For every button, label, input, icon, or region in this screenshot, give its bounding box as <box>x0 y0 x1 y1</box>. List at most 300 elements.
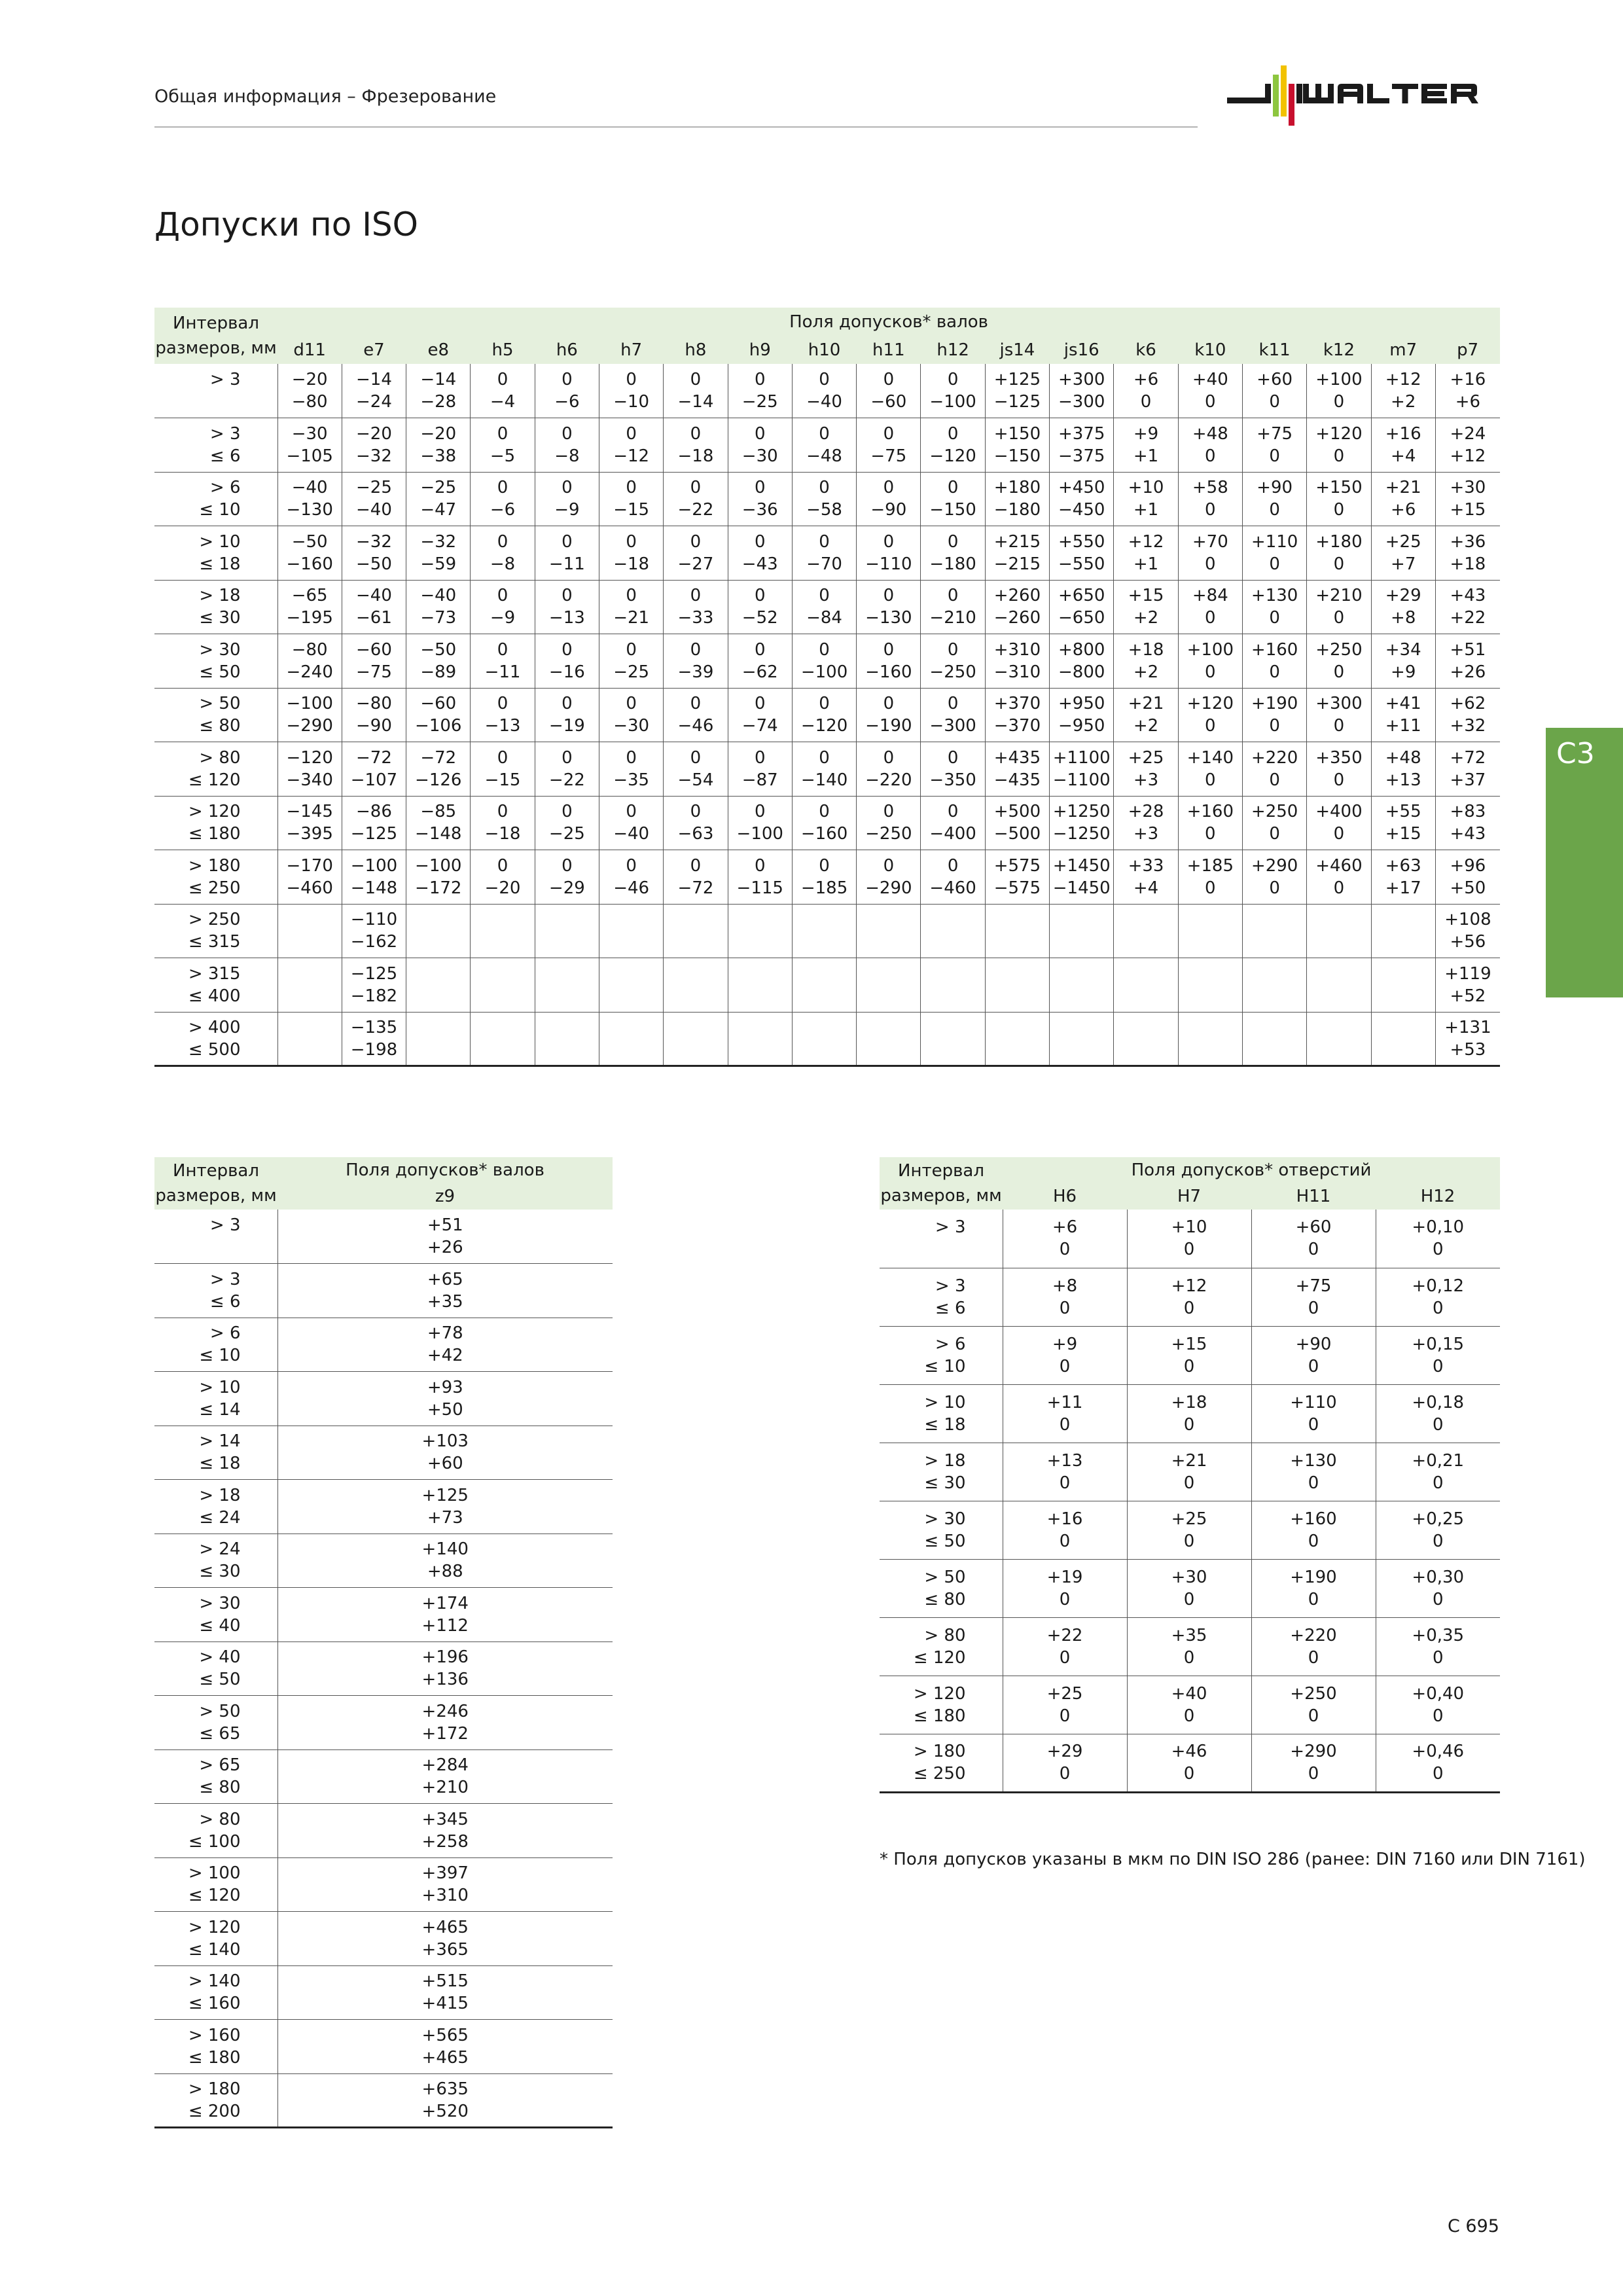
upper-deviation: 0 <box>562 639 573 660</box>
interval-upper: ≤ 50 <box>199 1670 241 1690</box>
table-row <box>154 688 1500 742</box>
tolerance-cell <box>342 796 406 850</box>
lower-deviation: 0 <box>1433 1531 1444 1551</box>
upper-deviation: 0 <box>690 855 702 876</box>
upper-deviation: −80 <box>356 694 392 714</box>
upper-deviation: +93 <box>427 1377 463 1397</box>
lower-deviation <box>406 985 470 1007</box>
upper-deviation: 0 <box>754 639 766 660</box>
tolerance-cell <box>277 1264 613 1318</box>
upper-deviation: +635 <box>421 2079 469 2099</box>
lower-deviation: 0 <box>1183 1240 1195 1260</box>
tolerance-cell <box>599 580 664 634</box>
upper-deviation: +0,10 <box>1412 1217 1465 1238</box>
upper-deviation: +435 <box>993 747 1041 768</box>
tolerance-cell <box>1371 904 1435 958</box>
lower-deviation: 0 <box>1308 1414 1319 1435</box>
lower-deviation: 0 <box>1205 446 1216 466</box>
tolerance-cell <box>599 364 664 418</box>
lower-deviation: −43 <box>741 554 778 574</box>
tolerance-cell <box>277 2073 613 2128</box>
interval-upper: ≤ 30 <box>199 608 241 628</box>
header-divider <box>154 126 1198 128</box>
upper-deviation: +130 <box>1290 1450 1337 1471</box>
interval-lower: > 18 <box>199 586 241 606</box>
upper-deviation: −125 <box>350 963 398 984</box>
upper-deviation: +125 <box>421 1485 469 1505</box>
upper-deviation: 0 <box>626 802 637 822</box>
tolerance-cell <box>1242 472 1306 526</box>
lower-deviation: −59 <box>420 554 457 574</box>
table-row <box>154 472 1500 526</box>
lower-deviation: −290 <box>865 878 912 898</box>
lower-deviation: +15 <box>1385 824 1421 844</box>
lower-deviation: −162 <box>350 932 398 952</box>
lower-deviation: +35 <box>427 1291 463 1312</box>
interval-header: Интервал размеров, мм <box>154 1157 277 1210</box>
upper-deviation: 0 <box>497 802 508 822</box>
lower-deviation: +1 <box>1133 554 1159 574</box>
tolerance-cell <box>1114 418 1178 473</box>
lower-deviation: −12 <box>613 446 650 466</box>
lower-deviation: −14 <box>677 392 714 412</box>
tolerance-cell <box>1178 904 1242 958</box>
tolerance-group-header: Поля допусков* отверстий <box>1003 1157 1500 1183</box>
interval-upper: ≤ 120 <box>188 1886 241 1906</box>
tolerance-cell <box>1050 904 1114 958</box>
lower-deviation: 0 <box>1433 1589 1444 1609</box>
upper-deviation <box>857 1016 920 1039</box>
lower-deviation <box>664 985 727 1007</box>
upper-deviation: 0 <box>754 747 766 768</box>
table-header-row <box>880 1157 1500 1183</box>
upper-deviation: +25 <box>1385 531 1421 552</box>
table-row <box>880 1734 1500 1792</box>
upper-deviation: +40 <box>1171 1683 1207 1704</box>
upper-deviation: +70 <box>1192 531 1228 552</box>
tolerance-cell <box>985 472 1049 526</box>
tolerance-cell <box>1435 418 1500 473</box>
lower-deviation: 0 <box>1433 1764 1444 1784</box>
upper-deviation: +60 <box>1257 370 1293 389</box>
lower-deviation: −105 <box>286 446 333 466</box>
tolerance-cell <box>728 526 792 581</box>
column-header-js16: js16 <box>1050 336 1114 364</box>
lower-deviation: 0 <box>1183 1414 1195 1435</box>
lower-deviation: −33 <box>677 608 714 628</box>
lower-deviation <box>535 931 599 953</box>
upper-deviation: 0 <box>626 639 637 660</box>
tolerance-cell <box>1435 1012 1500 1066</box>
lower-deviation: −300 <box>1058 392 1105 412</box>
tolerance-cell <box>471 688 535 742</box>
lower-deviation: +26 <box>1450 662 1486 682</box>
interval-cell <box>154 580 277 634</box>
upper-deviation: +345 <box>421 1809 469 1829</box>
tolerance-cell <box>277 1641 613 1696</box>
upper-deviation: −120 <box>286 747 333 768</box>
tolerance-cell <box>985 364 1049 418</box>
lower-deviation: −130 <box>286 500 333 520</box>
tolerance-cell <box>1435 634 1500 689</box>
tolerance-cell <box>535 958 599 1013</box>
lower-deviation: +13 <box>1385 770 1421 790</box>
tolerance-cell <box>406 850 471 905</box>
lower-deviation <box>1307 1039 1370 1061</box>
lower-deviation: −27 <box>677 554 714 574</box>
table-row <box>154 1264 613 1318</box>
interval-upper: ≤ 50 <box>924 1531 966 1551</box>
lower-deviation: −60 <box>870 392 907 412</box>
interval-upper: ≤ 250 <box>913 1764 966 1784</box>
lower-deviation: +15 <box>1450 500 1486 520</box>
upper-deviation: −30 <box>291 423 328 444</box>
interval-upper: ≤ 180 <box>188 2047 241 2068</box>
tolerance-cell <box>342 958 406 1013</box>
upper-deviation: +30 <box>1450 478 1486 498</box>
tolerance-cell <box>1435 796 1500 850</box>
interval-lower: > 3 <box>209 1215 241 1235</box>
tolerance-cell <box>277 1426 613 1480</box>
upper-deviation <box>278 1016 342 1039</box>
table-row <box>880 1210 1500 1268</box>
tolerance-cell <box>792 472 856 526</box>
upper-deviation: 0 <box>819 531 830 552</box>
upper-deviation: +19 <box>1046 1567 1083 1587</box>
interval-cell <box>880 1559 1003 1617</box>
upper-deviation: 0 <box>819 423 830 444</box>
upper-deviation <box>728 908 792 931</box>
tolerance-cell <box>921 796 985 850</box>
tolerance-cell <box>406 1012 471 1066</box>
lower-deviation <box>406 1039 470 1061</box>
table-row <box>154 1534 613 1588</box>
tolerance-cell <box>664 580 728 634</box>
lower-deviation: −25 <box>613 662 650 682</box>
interval-lower: > 120 <box>188 1917 241 1937</box>
interval-lower: > 50 <box>924 1567 966 1587</box>
lower-deviation: −84 <box>806 608 842 628</box>
tolerance-cell <box>985 418 1049 473</box>
interval-upper: ≤ 400 <box>188 986 241 1006</box>
interval-upper: ≤ 30 <box>199 1562 241 1582</box>
upper-deviation: +0,15 <box>1412 1334 1465 1354</box>
lower-deviation: −650 <box>1058 608 1105 628</box>
table-row <box>880 1268 1500 1326</box>
tolerance-cell <box>406 742 471 797</box>
tolerance-cell <box>921 526 985 581</box>
lower-deviation: 0 <box>1059 1589 1071 1609</box>
upper-deviation: +950 <box>1058 694 1105 714</box>
lower-deviation <box>1372 1039 1435 1061</box>
lower-deviation <box>1114 931 1177 953</box>
interval-upper: ≤ 120 <box>913 1647 966 1668</box>
upper-deviation: +63 <box>1385 855 1421 876</box>
interval-lower: > 24 <box>199 1539 241 1560</box>
upper-deviation <box>986 908 1049 931</box>
tolerance-cell <box>277 904 342 958</box>
interval-lower: > 30 <box>924 1509 966 1529</box>
interval-upper: ≤ 180 <box>913 1706 966 1726</box>
interval-cell <box>880 1268 1003 1326</box>
lower-deviation: −18 <box>677 446 714 466</box>
tolerance-cell <box>985 688 1049 742</box>
interval-header: Интервал размеров, мм <box>154 308 277 364</box>
tolerance-cell <box>664 526 728 581</box>
lower-deviation: 0 <box>1205 608 1216 628</box>
upper-deviation: +375 <box>1058 423 1105 444</box>
tolerance-cell <box>1376 1443 1500 1501</box>
upper-deviation: +60 <box>1295 1217 1332 1238</box>
upper-deviation: −170 <box>286 855 333 876</box>
upper-deviation: +130 <box>1251 586 1298 606</box>
interval-lower: > 30 <box>199 639 241 660</box>
lower-deviation: −30 <box>613 716 650 736</box>
interval-lower: > 10 <box>924 1392 966 1412</box>
tolerance-cell <box>1435 526 1500 581</box>
upper-deviation: 0 <box>947 694 959 714</box>
tolerance-cell <box>1050 472 1114 526</box>
lower-deviation: 0 <box>1333 662 1345 682</box>
lower-deviation: −24 <box>356 392 392 412</box>
upper-deviation: 0 <box>883 370 895 389</box>
column-header-z9: z9 <box>277 1183 613 1210</box>
upper-deviation: +0,12 <box>1412 1276 1465 1296</box>
lower-deviation: +52 <box>1450 986 1486 1006</box>
lower-deviation: 0 <box>1059 1531 1071 1551</box>
interval-lower: > 80 <box>199 1809 241 1829</box>
tolerance-cell <box>1371 364 1435 418</box>
lower-deviation: −52 <box>741 608 778 628</box>
interval-cell <box>154 526 277 581</box>
lower-deviation: −460 <box>286 878 333 898</box>
upper-deviation: +284 <box>421 1755 469 1776</box>
upper-deviation <box>406 908 470 931</box>
lower-deviation: −160 <box>286 554 333 574</box>
upper-deviation: +190 <box>1251 694 1298 714</box>
column-header-h7: H7 <box>1127 1183 1251 1210</box>
upper-deviation: +16 <box>1450 370 1486 389</box>
upper-deviation: +9 <box>1133 423 1159 444</box>
tolerance-cell <box>1050 958 1114 1013</box>
upper-deviation: 0 <box>819 855 830 876</box>
tolerance-cell <box>1114 472 1178 526</box>
footnote: * Поля допусков указаны в мкм по DIN ISO 286 (ранее: DIN 7160 или DIN 7161) <box>880 1850 1586 1869</box>
tolerance-cell <box>1307 958 1371 1013</box>
column-header-e8: e8 <box>406 336 471 364</box>
lower-deviation: −140 <box>800 770 848 790</box>
interval-cell <box>154 688 277 742</box>
lower-deviation: −100 <box>800 662 848 682</box>
lower-deviation: +310 <box>421 1886 469 1906</box>
lower-deviation: −25 <box>548 824 585 844</box>
upper-deviation <box>664 1016 727 1039</box>
interval-cell <box>154 1641 277 1696</box>
column-header-p7: p7 <box>1435 336 1500 364</box>
upper-deviation: 0 <box>754 855 766 876</box>
interval-upper: ≤ 500 <box>188 1039 241 1060</box>
tolerance-cell <box>1242 1012 1306 1066</box>
column-header-k12: k12 <box>1307 336 1371 364</box>
lower-deviation: −1100 <box>1052 770 1111 790</box>
lower-deviation: −18 <box>613 554 650 574</box>
upper-deviation: 0 <box>947 531 959 552</box>
lower-deviation <box>986 1039 1049 1061</box>
tolerance-cell <box>985 796 1049 850</box>
lower-deviation: 0 <box>1059 1764 1071 1784</box>
table-row <box>880 1676 1500 1734</box>
tolerance-cell <box>599 634 664 689</box>
interval-lower: > 30 <box>199 1593 241 1613</box>
tolerance-cell <box>664 742 728 797</box>
tolerance-cell <box>535 850 599 905</box>
lower-deviation: 0 <box>1059 1473 1071 1493</box>
upper-deviation: 0 <box>947 423 959 444</box>
upper-deviation: 0 <box>883 639 895 660</box>
lower-deviation: −460 <box>929 878 976 898</box>
lower-deviation: −215 <box>993 554 1041 574</box>
upper-deviation: −110 <box>350 910 398 930</box>
lower-deviation: −126 <box>415 770 462 790</box>
interval-lower: > 3 <box>209 423 241 444</box>
tolerance-cell <box>1371 472 1435 526</box>
interval-cell <box>154 1480 277 1534</box>
lower-deviation: −70 <box>806 554 842 574</box>
tolerance-cell <box>728 634 792 689</box>
table-row <box>154 742 1500 797</box>
upper-deviation: +29 <box>1385 586 1421 606</box>
upper-deviation: 0 <box>947 586 959 606</box>
lower-deviation: −210 <box>929 608 976 628</box>
lower-deviation: −160 <box>800 824 848 844</box>
tolerance-cell <box>728 364 792 418</box>
upper-deviation: 0 <box>819 370 830 389</box>
interval-cell <box>154 1210 277 1264</box>
upper-deviation <box>471 908 534 931</box>
upper-deviation: 0 <box>690 694 702 714</box>
interval-upper: ≤ 160 <box>188 1994 241 2014</box>
lower-deviation: −46 <box>613 878 650 898</box>
lower-deviation: −19 <box>548 716 585 736</box>
lower-deviation: −172 <box>415 878 462 898</box>
interval-cell <box>880 1210 1003 1268</box>
tolerance-cell <box>599 418 664 473</box>
tolerance-cell <box>921 634 985 689</box>
lower-deviation: −100 <box>736 824 783 844</box>
tolerance-cell <box>1114 904 1178 958</box>
lower-deviation: −48 <box>806 446 842 466</box>
tolerance-cell <box>1307 364 1371 418</box>
lower-deviation: −29 <box>548 878 585 898</box>
lower-deviation: −35 <box>613 770 650 790</box>
upper-deviation: +575 <box>993 855 1041 876</box>
tolerance-cell <box>728 742 792 797</box>
lower-deviation: −125 <box>350 824 398 844</box>
interval-lower: > 180 <box>188 855 241 876</box>
lower-deviation: −575 <box>993 878 1041 898</box>
tolerance-cell <box>1127 1559 1251 1617</box>
interval-upper <box>154 391 241 413</box>
table-row <box>880 1443 1500 1501</box>
upper-deviation: +290 <box>1251 855 1298 876</box>
upper-deviation: +160 <box>1290 1509 1337 1529</box>
lower-deviation: −150 <box>993 446 1041 466</box>
upper-deviation: 0 <box>497 531 508 552</box>
tolerance-cell <box>792 850 856 905</box>
upper-deviation <box>406 1016 470 1039</box>
table-row <box>154 1372 613 1426</box>
upper-deviation: +174 <box>421 1593 469 1613</box>
lower-deviation: −340 <box>286 770 333 790</box>
interval-header: Интервал размеров, мм <box>880 1157 1003 1210</box>
tolerance-cell <box>921 472 985 526</box>
upper-deviation <box>406 963 470 985</box>
tolerance-cell <box>535 364 599 418</box>
tolerance-cell <box>1050 688 1114 742</box>
tolerance-cell <box>471 958 535 1013</box>
upper-deviation: 0 <box>883 802 895 822</box>
tolerance-cell <box>1307 634 1371 689</box>
upper-deviation: +36 <box>1450 531 1486 552</box>
column-header-k6: k6 <box>1114 336 1178 364</box>
tolerance-cell <box>985 904 1049 958</box>
tolerance-cell <box>1242 580 1306 634</box>
interval-cell <box>154 1912 277 1966</box>
lower-deviation: 0 <box>1308 1240 1319 1260</box>
lower-deviation: −1450 <box>1052 878 1111 898</box>
upper-deviation <box>793 1016 856 1039</box>
tolerance-cell <box>1251 1326 1376 1384</box>
table-row <box>880 1501 1500 1559</box>
lower-deviation <box>471 985 534 1007</box>
upper-deviation <box>599 963 663 985</box>
lower-deviation: +42 <box>427 1346 463 1366</box>
tolerance-cell <box>277 580 342 634</box>
lower-deviation: −198 <box>350 1039 398 1060</box>
tolerance-cell <box>535 904 599 958</box>
upper-deviation: +25 <box>1171 1509 1207 1529</box>
interval-cell <box>154 850 277 905</box>
upper-deviation: +78 <box>427 1323 463 1344</box>
tolerance-cell <box>1050 526 1114 581</box>
table-row <box>154 1012 1500 1066</box>
interval-lower: > 140 <box>188 1971 241 1992</box>
lower-deviation: 0 <box>1269 392 1280 412</box>
tolerance-cell <box>535 796 599 850</box>
tolerance-cell <box>921 904 985 958</box>
lower-deviation <box>793 985 856 1007</box>
lower-deviation: −8 <box>554 446 580 466</box>
upper-deviation: +0,30 <box>1412 1567 1465 1587</box>
lower-deviation: −100 <box>929 392 976 412</box>
upper-deviation: −80 <box>291 639 328 660</box>
interval-cell <box>154 2020 277 2074</box>
tolerance-cell <box>599 850 664 905</box>
lower-deviation: −30 <box>741 446 778 466</box>
section-header: Общая информация – Фрезерование <box>154 86 497 107</box>
lower-deviation <box>664 1039 727 1061</box>
tolerance-cell <box>857 1012 921 1066</box>
tolerance-cell <box>277 850 342 905</box>
upper-deviation: −14 <box>356 370 392 389</box>
interval-upper: ≤ 6 <box>209 446 241 466</box>
lower-deviation: −300 <box>929 716 976 736</box>
upper-deviation: 0 <box>690 423 702 444</box>
lower-deviation: 0 <box>1205 392 1216 412</box>
lower-deviation: 0 <box>1269 824 1280 844</box>
tolerance-cell <box>1114 1012 1178 1066</box>
lower-deviation: 0 <box>1205 554 1216 574</box>
